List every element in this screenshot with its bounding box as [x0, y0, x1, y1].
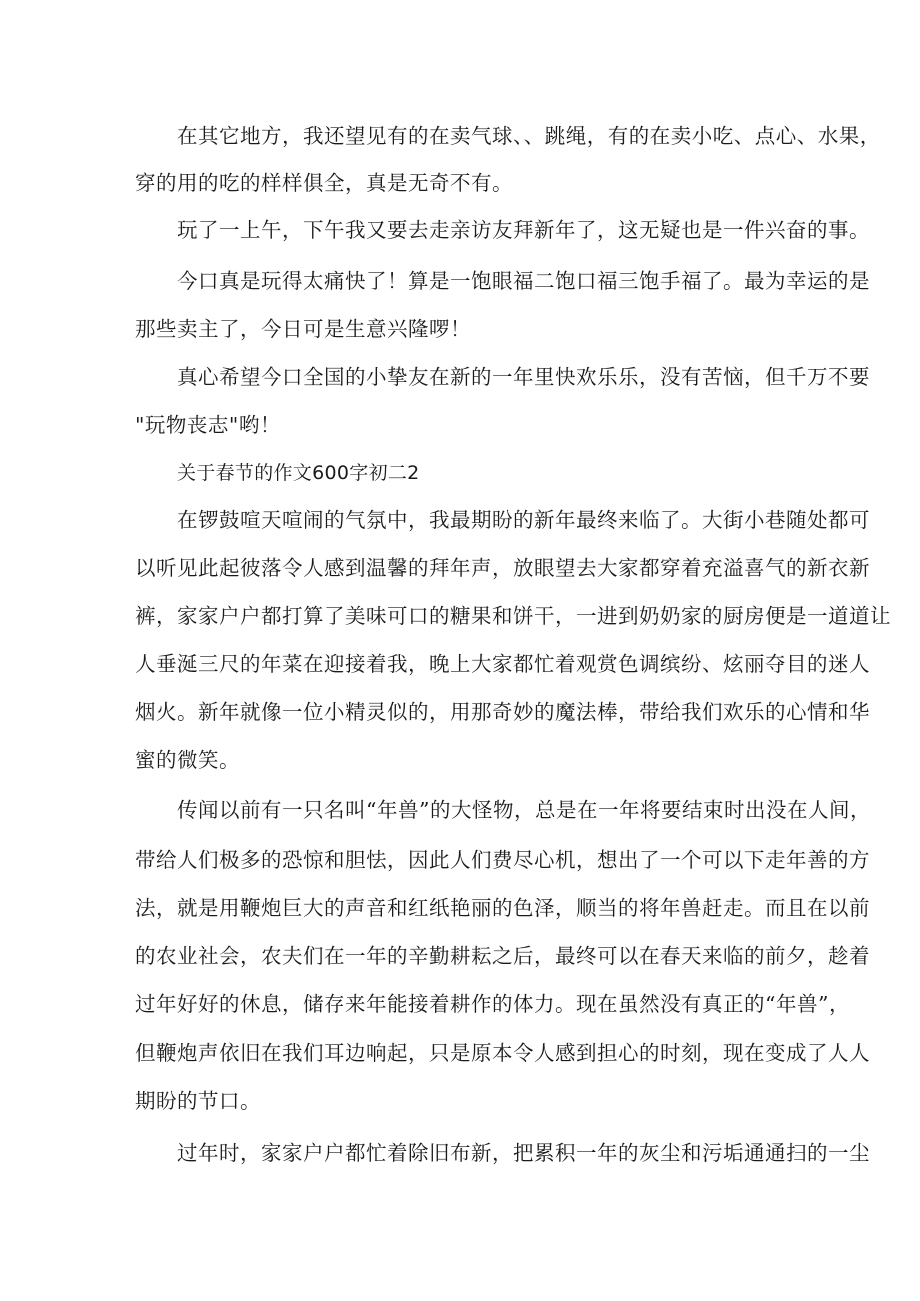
paragraph-line: 在锣鼓喧天喧闹的气氛中，我最期盼的新年最终来临了。大街小巷随处都可: [177, 508, 870, 532]
paragraph-line: 人垂涎三尺的年菜在迎接着我，晚上大家都忙着观赏色调缤纷、炫丽夺目的迷人: [135, 652, 870, 676]
paragraph-line: 以听见此起彼落令人感到温馨的拜年声，放眼望去大家都穿着充溢喜气的新衣新: [135, 556, 870, 580]
paragraph-line: 法，就是用鞭炮巨大的声音和红纸艳丽的色泽，顺当的将年兽赶走。而且在以前: [135, 896, 870, 920]
paragraph-line: 但鞭炮声依旧在我们耳边响起，只是原本令人感到担心的时刻，现在变成了人人: [135, 1041, 870, 1065]
paragraph-line: 过年好好的休息，储存来年能接着耕作的体力。现在虽然没有真正的“年兽”，: [135, 992, 850, 1016]
paragraph-line: 今口真是玩得太痛快了！算是一饱眼福二饱口福三饱手福了。最为幸运的是: [177, 269, 870, 293]
section-heading: 关于春节的作文600字初二2: [177, 462, 420, 484]
paragraph-line: 的农业社会，农夫们在一年的辛勤耕耘之后，最终可以在春天来临的前夕，趁着: [135, 944, 870, 968]
paragraph-line: 那些卖主了，今日可是生意兴隆啰！: [135, 317, 471, 341]
paragraph-line: 穿的用的吃的样样俱全，真是无奇不有。: [135, 171, 513, 195]
paragraph-line: 裤，家家户户都打算了美味可口的糖果和饼干，一进到奶奶家的厨房便是一道道让: [135, 604, 891, 628]
paragraph-line: 过年时，家家户户都忙着除旧布新，把累积一年的灰尘和污垢通通扫的一尘: [177, 1141, 870, 1165]
paragraph-line: 真心希望今口全国的小挚友在新的一年里快欢乐乐，没有苦恼，但千万不要: [177, 365, 870, 389]
paragraph-line: 在其它地方，我还望见有的在卖气球、、跳绳，有的在卖小吃、点心、水果，: [177, 124, 881, 148]
paragraph-line: "玩物丧志"哟！: [135, 413, 281, 437]
paragraph-line: 带给人们极多的恐惊和胆怯，因此人们费尽心机，想出了一个可以下走年善的方: [135, 848, 870, 872]
paragraph-line: 玩了一上午，下午我又要去走亲访友拜新年了，这无疑也是一件兴奋的事。: [177, 218, 870, 242]
paragraph-line: 期盼的节口。: [135, 1089, 261, 1113]
paragraph-line: 蜜的微笑。: [135, 748, 240, 772]
paragraph-line: 烟火。新年就像一位小精灵似的，用那奇妙的魔法棒，带给我们欢乐的心情和华: [135, 700, 870, 724]
paragraph-line: 传闻以前有一只名叫“年兽”的大怪物，总是在一年将要结束时出没在人间，: [177, 798, 871, 822]
